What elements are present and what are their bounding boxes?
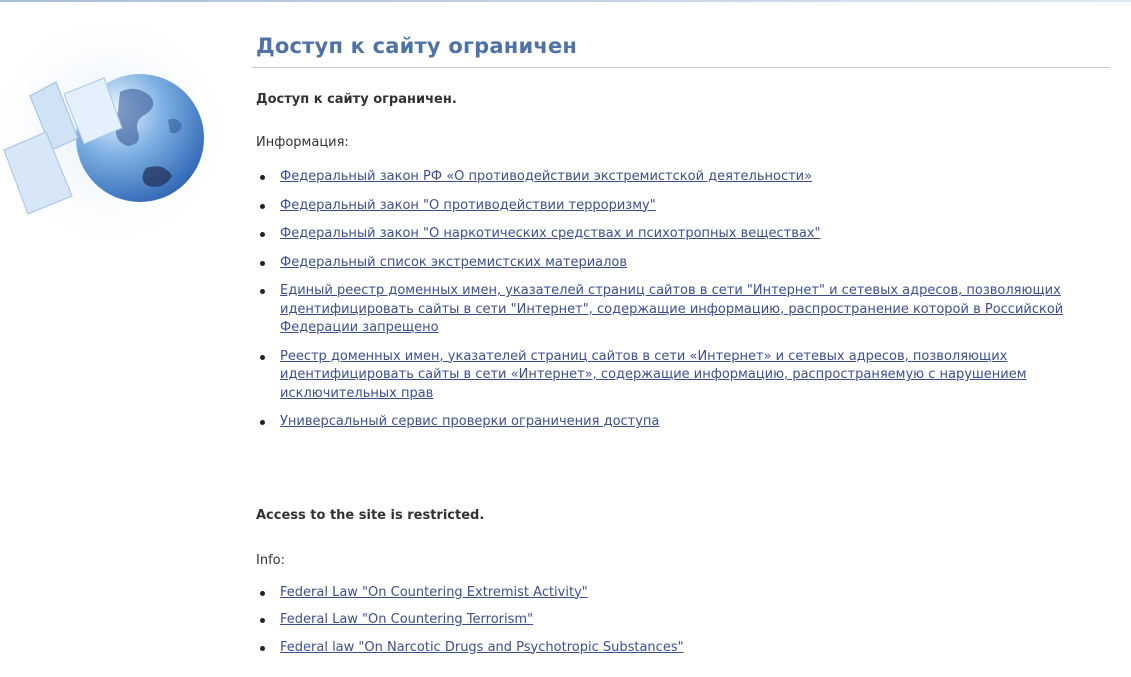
bullet-icon bbox=[260, 591, 265, 596]
list-item bbox=[258, 584, 1112, 603]
link-extremism-law-en[interactable]: Federal Law "On Countering Extremist Activity" bbox=[280, 584, 588, 600]
main-content bbox=[252, 0, 1112, 666]
list-item bbox=[258, 254, 1112, 273]
info-label-ru: Информация: bbox=[256, 135, 349, 150]
restriction-heading-ru: Доступ к сайту ограничен. bbox=[256, 92, 457, 107]
link-access-check-service-ru[interactable]: Универсальный сервис проверки ограничения доступа bbox=[280, 414, 660, 429]
bullet-icon bbox=[260, 646, 265, 651]
title-divider bbox=[252, 67, 1110, 68]
link-unified-registry-ru[interactable]: Единый реестр доменных имен, указателей страниц сайтов в сети "Интернет" и сетевых адресов, позволяющих идентифицировать сайты в сети "Интернет", содержащие информацию, распространение которой в Российской Федерации запрещено bbox=[280, 283, 1064, 335]
link-narcotics-law-en[interactable]: Federal law "On Narcotic Drugs and Psychotropic Substances" bbox=[280, 639, 684, 655]
bullet-icon bbox=[260, 175, 265, 180]
restriction-heading-en: Access to the site is restricted. bbox=[256, 507, 485, 523]
list-item bbox=[258, 639, 1112, 658]
link-copyright-registry-ru[interactable]: Реестр доменных имен, указателей страниц сайтов в сети «Интернет» и сетевых адресов, позволяющих идентифицировать сайты в сети «Интернет», содержащие информацию, распространяемую с нарушением исключительных прав bbox=[280, 348, 1027, 401]
list-item bbox=[258, 168, 1112, 187]
link-extremist-materials-list-ru[interactable]: Федеральный список экстремистских материалов bbox=[280, 254, 628, 270]
bullet-icon bbox=[260, 204, 265, 209]
link-narcotics-law-ru[interactable]: Федеральный закон "О наркотических средствах и психотропных веществах" bbox=[280, 226, 821, 241]
bullet-icon bbox=[260, 355, 265, 360]
list-item bbox=[258, 225, 1112, 244]
list-item bbox=[258, 611, 1112, 630]
link-terrorism-law-ru[interactable]: Федеральный закон "О противодействии терроризму" bbox=[280, 197, 656, 213]
list-item bbox=[258, 348, 1112, 404]
bullet-icon bbox=[260, 618, 265, 623]
links-list-ru bbox=[252, 168, 1112, 432]
bullet-icon bbox=[260, 261, 265, 266]
list-item bbox=[258, 197, 1112, 216]
bullet-icon bbox=[260, 232, 265, 237]
list-item bbox=[258, 282, 1112, 338]
list-item bbox=[258, 413, 1112, 432]
page-title: Доступ к сайту ограничен bbox=[256, 34, 578, 58]
link-extremism-law-ru[interactable]: Федеральный закон РФ «О противодействии экстремистской деятельности» bbox=[280, 169, 813, 184]
links-list-en bbox=[252, 584, 1112, 658]
info-label-en: Info: bbox=[256, 552, 285, 568]
bullet-icon bbox=[260, 420, 265, 425]
globe-with-documents-icon bbox=[0, 0, 240, 260]
link-terrorism-law-en[interactable]: Federal Law "On Countering Terrorism" bbox=[280, 612, 534, 627]
bullet-icon bbox=[260, 289, 265, 294]
